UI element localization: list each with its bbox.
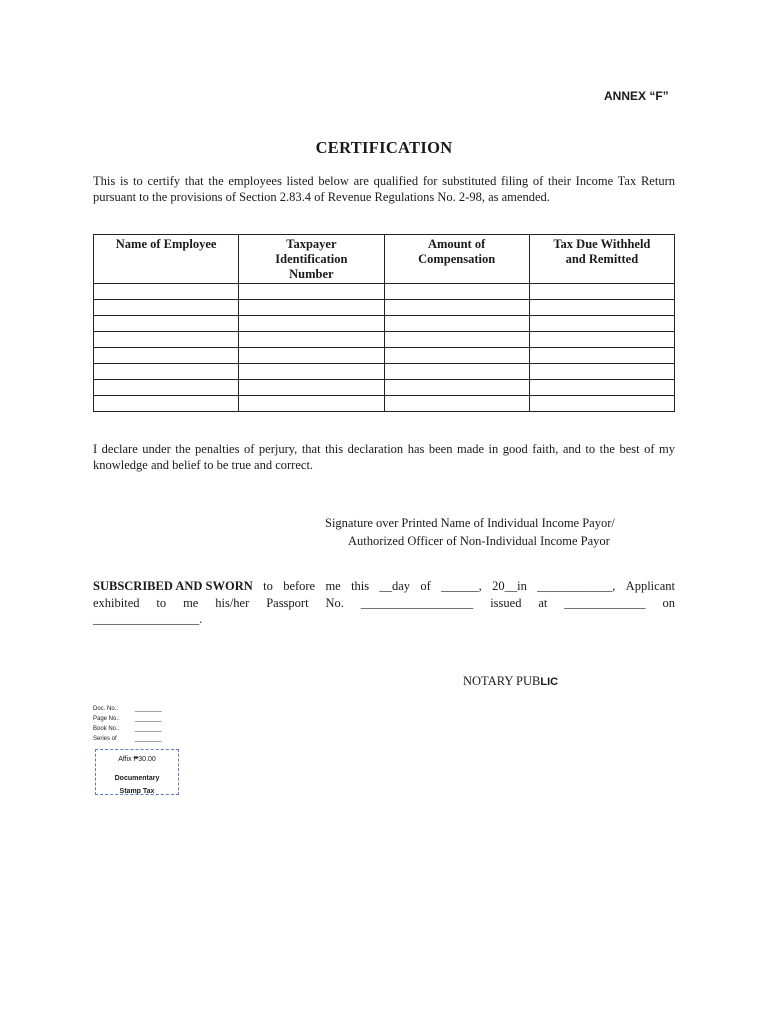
table-cell[interactable] xyxy=(94,396,239,412)
table-row xyxy=(94,348,675,364)
perjury-declaration: I declare under the penalties of perjury, that this declaration has been made in good faith, and to the best of my knowledge and belief to be true and correct. xyxy=(93,442,675,472)
employee-table xyxy=(93,234,675,412)
table-cell[interactable] xyxy=(384,332,529,348)
book-no-label: Book No.: xyxy=(93,726,120,732)
table-cell[interactable] xyxy=(94,300,239,316)
table-cell[interactable] xyxy=(529,316,674,332)
table-cell[interactable] xyxy=(94,380,239,396)
intro-paragraph: This is to certify that the employees listed below are qualified for substituted filing of their Income Tax Return pursuant to the provisions of Section 2.83.4 of Revenue Regulations No. 2-98, as amended. xyxy=(93,174,675,204)
table-row xyxy=(94,332,675,348)
table-row xyxy=(94,316,675,332)
table-cell[interactable] xyxy=(94,316,239,332)
jurat-lead: SUBSCRIBED AND SWORN xyxy=(93,579,253,593)
table-row xyxy=(94,300,675,316)
table-cell[interactable] xyxy=(94,348,239,364)
table-cell[interactable] xyxy=(239,396,384,412)
table-cell[interactable] xyxy=(239,364,384,380)
book-no-blank[interactable]: ________ xyxy=(135,726,162,732)
passport-blank[interactable]: __________________ xyxy=(360,595,474,610)
day-blank[interactable]: __day xyxy=(379,579,411,593)
page-no-label: Page No.: xyxy=(93,716,120,722)
stamp-caption-2: Stamp Tax xyxy=(119,788,155,795)
year-blank[interactable]: 20__in xyxy=(492,579,527,593)
stamp-caption: Documentary xyxy=(114,775,160,782)
signature-caption-line2: Authorized Officer of Non-Individual Income Payor xyxy=(348,534,610,548)
annex-label: ANNEX “F” xyxy=(604,89,669,103)
table-cell[interactable] xyxy=(529,364,674,380)
document-title: CERTIFICATION xyxy=(315,138,453,157)
table-cell[interactable] xyxy=(239,316,384,332)
table-cell[interactable] xyxy=(384,284,529,300)
series-blank[interactable]: ________ xyxy=(135,736,162,742)
issue-date-blank[interactable]: _________________. xyxy=(93,612,203,626)
table-row xyxy=(94,284,675,300)
table-cell[interactable] xyxy=(529,300,674,316)
table-cell[interactable] xyxy=(529,396,674,412)
table-cell[interactable] xyxy=(384,396,529,412)
doc-no-label: Doc. No.: xyxy=(93,706,119,712)
table-row xyxy=(94,380,675,396)
place-blank[interactable]: ____________, xyxy=(537,579,616,593)
table-cell[interactable] xyxy=(529,380,674,396)
notary-public-label: NOTARY PUBLIC xyxy=(463,674,559,688)
stamp-amount: Affix ₱30.00 xyxy=(118,756,156,763)
series-label: Series of xyxy=(93,736,117,742)
table-header-row xyxy=(94,235,675,284)
page-no-blank[interactable]: ________ xyxy=(135,716,162,722)
header-tax-due-withheld: Tax Due Withheld and Remitted xyxy=(529,235,674,284)
jurat-line-1: SUBSCRIBED AND SWORN to before me this __day of ______, 20__in ____________, Applicant xyxy=(93,579,675,593)
table-cell[interactable] xyxy=(94,284,239,300)
jurat-paragraph xyxy=(93,578,675,628)
table-cell[interactable] xyxy=(384,316,529,332)
table-row xyxy=(94,364,675,380)
header-amount-of-compensation: Amount of Compensation xyxy=(384,235,529,284)
table-cell[interactable] xyxy=(529,284,674,300)
documentary-stamp-box xyxy=(95,749,179,795)
table-cell[interactable] xyxy=(384,300,529,316)
table-cell[interactable] xyxy=(94,364,239,380)
table-cell[interactable] xyxy=(529,332,674,348)
table-cell[interactable] xyxy=(239,332,384,348)
table-cell[interactable] xyxy=(384,348,529,364)
header-name-of-employee: Name of Employee xyxy=(94,235,239,284)
jurat-line-2: exhibited to me his/her Passport No. __________________ issued at _____________ on xyxy=(93,595,675,610)
signature-caption-line1: Signature over Printed Name of Individual Income Payor/ xyxy=(325,516,615,530)
table-cell[interactable] xyxy=(94,332,239,348)
table-row xyxy=(94,396,675,412)
table-cell[interactable] xyxy=(529,348,674,364)
doc-no-blank[interactable]: ________ xyxy=(135,706,162,712)
month-blank[interactable]: ______, xyxy=(441,579,482,593)
table-cell[interactable] xyxy=(239,284,384,300)
table-cell[interactable] xyxy=(239,380,384,396)
table-cell[interactable] xyxy=(384,380,529,396)
table-cell[interactable] xyxy=(239,300,384,316)
table-cell[interactable] xyxy=(239,348,384,364)
issued-at-blank[interactable]: _____________ xyxy=(564,595,646,610)
table-cell[interactable] xyxy=(384,364,529,380)
header-taxpayer-identification-number: Taxpayer Identification Number xyxy=(239,235,384,284)
